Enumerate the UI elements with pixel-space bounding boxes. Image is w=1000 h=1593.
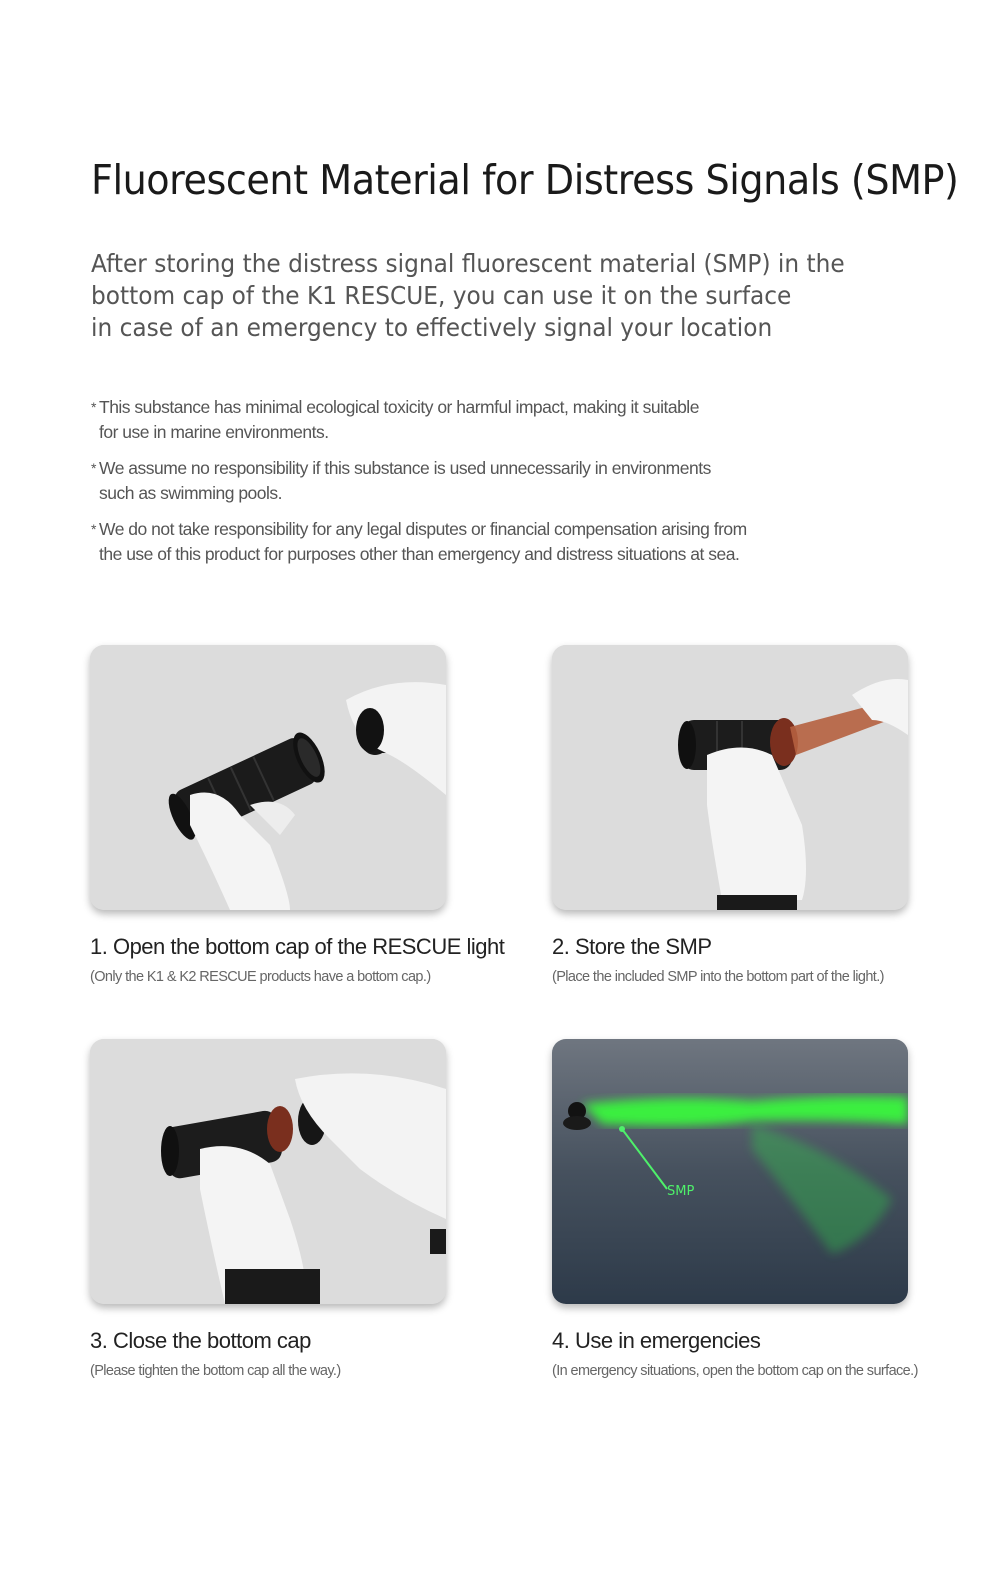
note-line: the use of this product for purposes other than emergency and distress situations at sea. <box>99 544 740 564</box>
intro-line: bottom cap of the K1 RESCUE, you can use it on the surface <box>91 281 792 310</box>
note-line: This substance has minimal ecological toxicity or harmful impact, making it suitable <box>99 397 699 417</box>
step-2-image <box>552 645 908 910</box>
step-4-image <box>552 1039 908 1304</box>
note-item <box>91 395 891 445</box>
step-1-image <box>90 645 446 910</box>
note-line: such as swimming pools. <box>99 483 283 503</box>
step-3-image <box>90 1039 446 1304</box>
intro-line: in case of an emergency to effectively signal your location <box>91 313 773 342</box>
intro-paragraph <box>91 248 872 344</box>
intro-line: After storing the distress signal fluorescent material (SMP) in the <box>91 249 845 278</box>
note-item <box>91 517 891 567</box>
page-title: Fluorescent Material for Distress Signals (SMP) <box>91 156 959 204</box>
close-cap-illustration <box>90 1039 446 1304</box>
step-2-caption: 2. Store the SMP <box>552 934 712 959</box>
note-line: We do not take responsibility for any legal disputes or financial compensation arising from <box>99 519 747 539</box>
smp-label: SMP <box>667 1184 695 1199</box>
note-item <box>91 456 891 506</box>
step-4-caption: 4. Use in emergencies <box>552 1328 761 1353</box>
step-1-caption: 1. Open the bottom cap of the RESCUE light <box>90 934 505 959</box>
disclaimer-notes <box>91 395 891 578</box>
asterisk: * <box>91 460 96 476</box>
asterisk: * <box>91 521 96 537</box>
asterisk: * <box>91 399 96 415</box>
note-line: for use in marine environments. <box>99 422 329 442</box>
sea-fluorescent-dye-photo <box>552 1039 908 1304</box>
step-3-subcaption: (Please tighten the bottom cap all the way.) <box>90 1363 341 1379</box>
step-2-subcaption: (Place the included SMP into the bottom part of the light.) <box>552 969 884 985</box>
step-1-subcaption: (Only the K1 & K2 RESCUE products have a bottom cap.) <box>90 969 431 985</box>
step-4-subcaption: (In emergency situations, open the bottom cap on the surface.) <box>552 1363 918 1379</box>
flashlight-open-cap-illustration <box>90 645 446 910</box>
store-smp-illustration <box>552 645 908 910</box>
step-3-caption: 3. Close the bottom cap <box>90 1328 311 1353</box>
note-line: We assume no responsibility if this substance is used unnecessarily in environments <box>99 458 711 478</box>
